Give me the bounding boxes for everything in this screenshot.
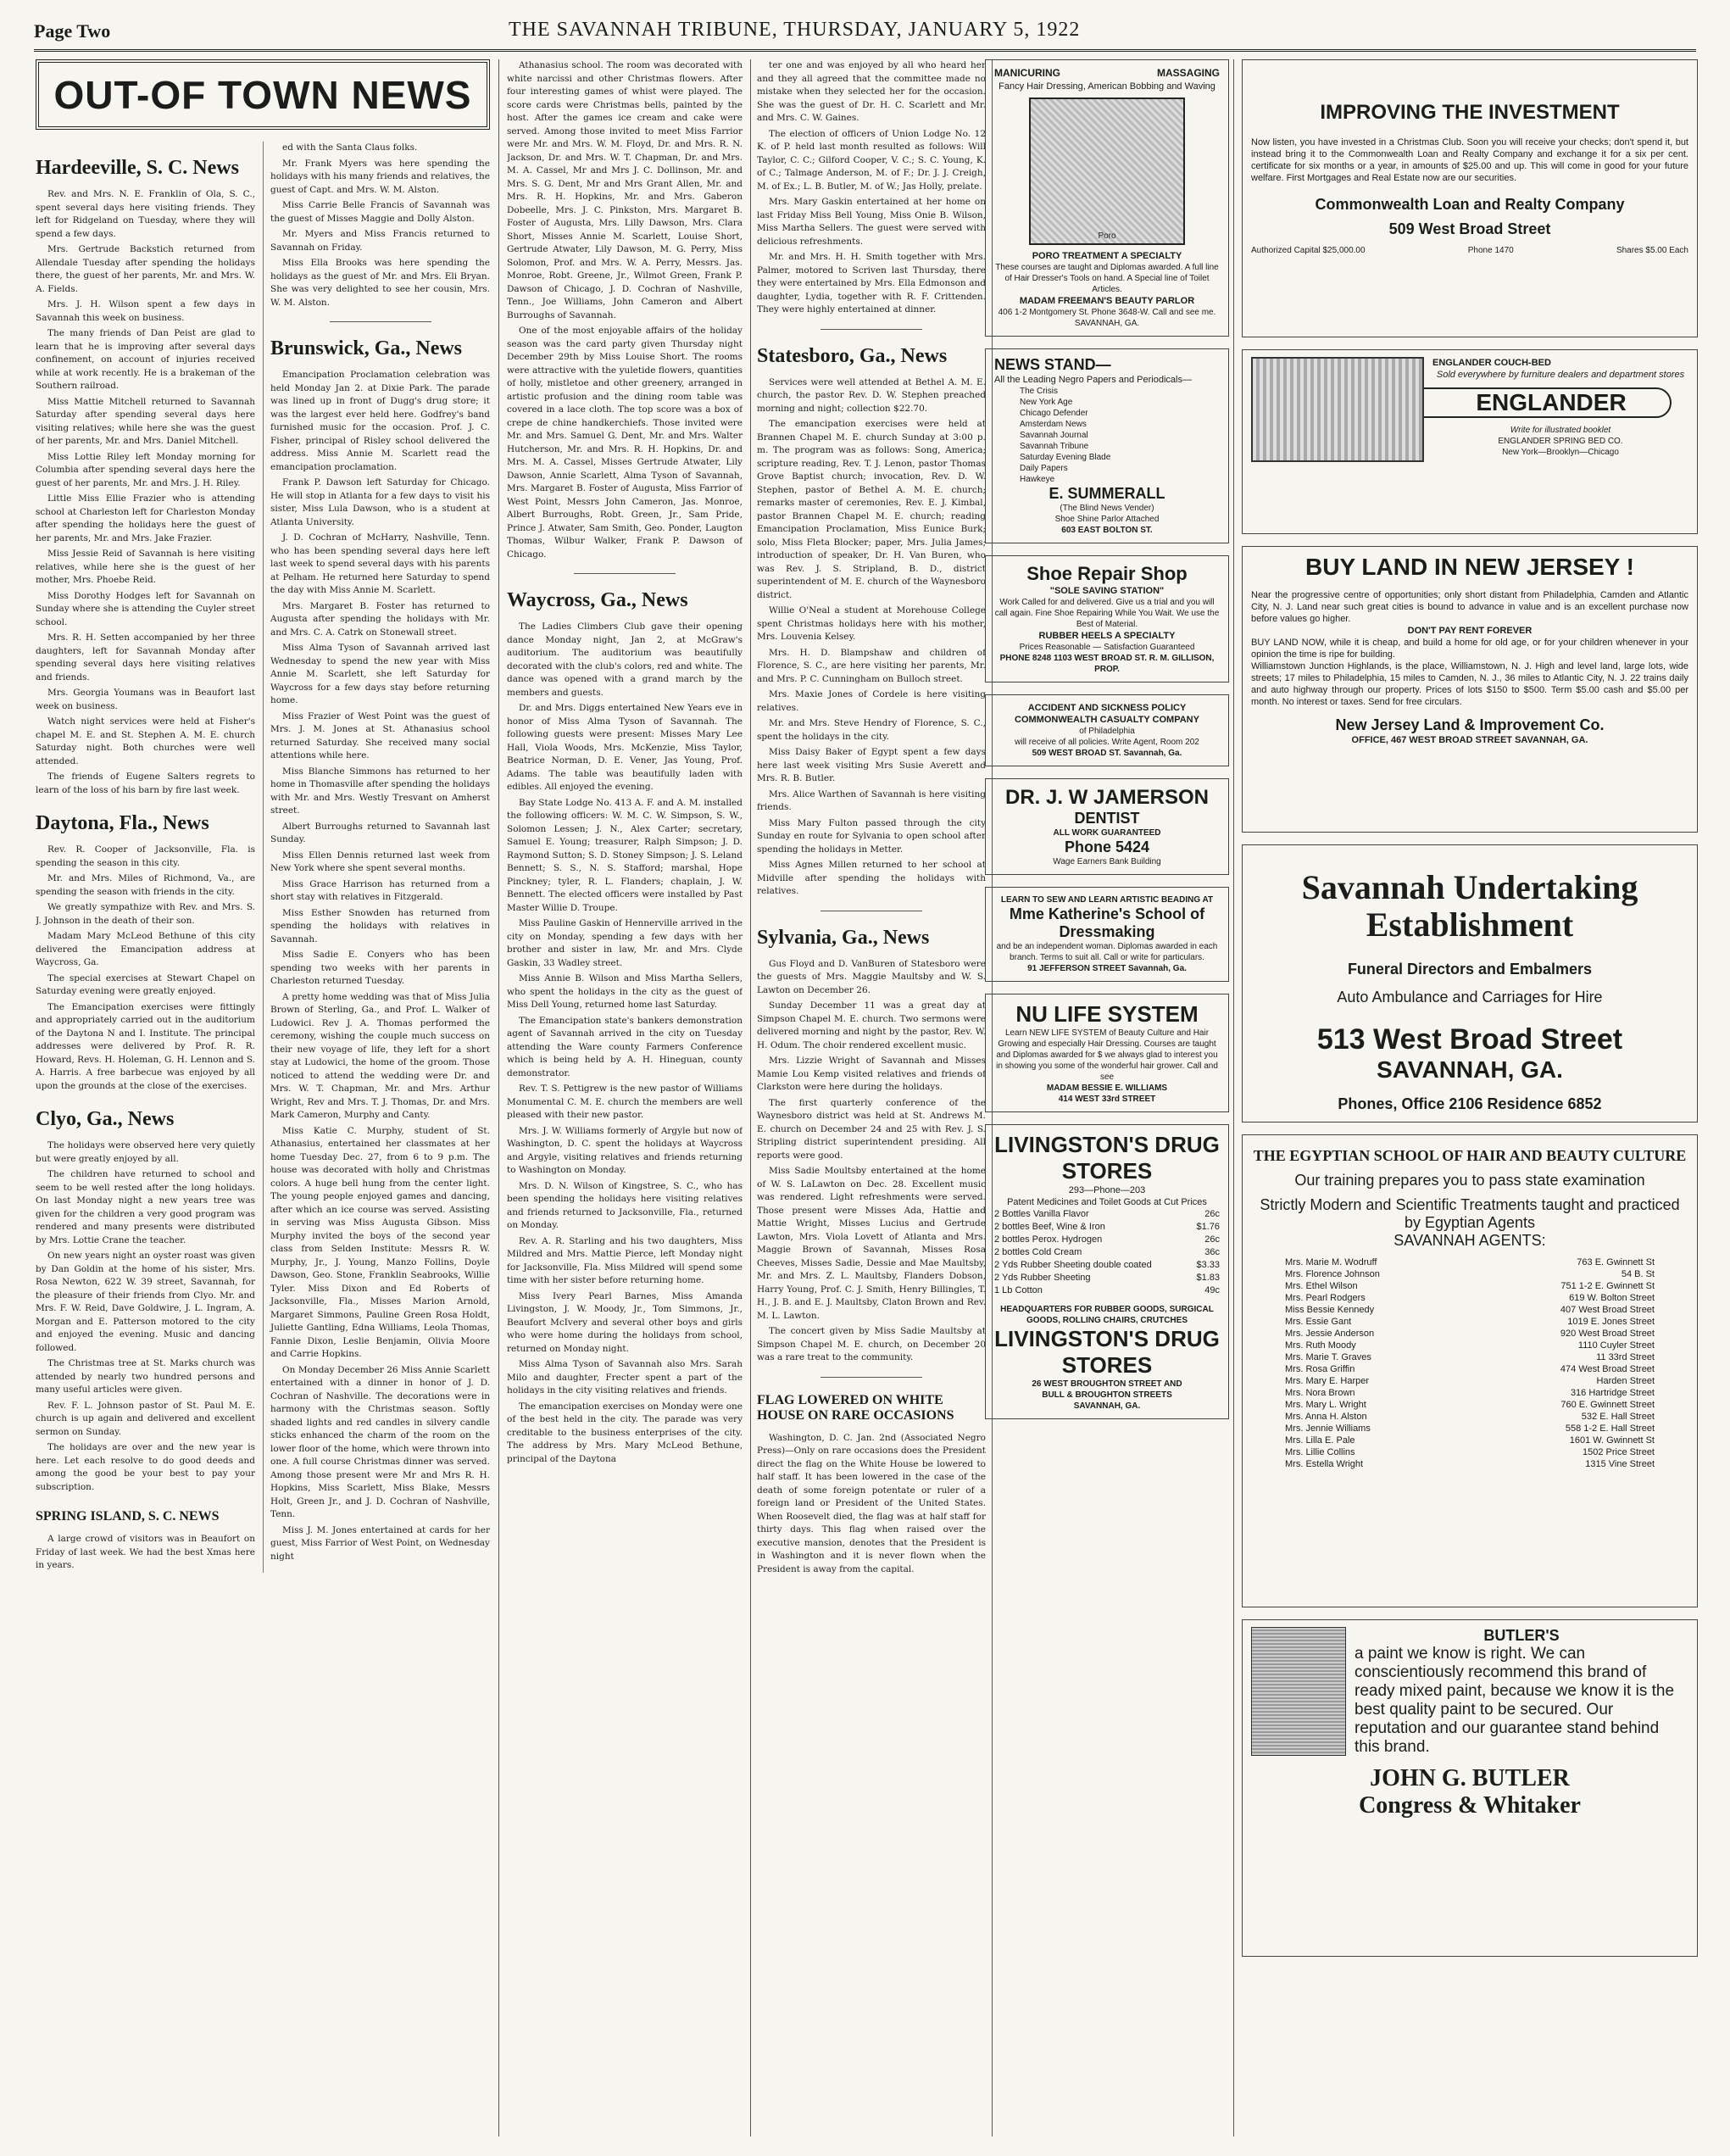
agent-address: 1019 E. Jones Street bbox=[1567, 1317, 1655, 1327]
ad-address: 509 West Broad Street bbox=[1388, 220, 1551, 237]
paragraph: Mrs. D. N. Wilson of Kingstree, S. C., who has been spending the holidays here visiting relatives and friends returned to Jacksonville, Fla., returned on Monday. bbox=[507, 1180, 743, 1230]
paragraph: The concert given by Miss Sadie Maultsby at Simpson Chapel M. E. church, on December 20 was a rare treat to the community. bbox=[757, 1326, 986, 1362]
ad-line: PORO TREATMENT A SPECIALTY bbox=[1032, 250, 1182, 261]
agent-row bbox=[1285, 1375, 1655, 1387]
paragraph: ter one and was enjoyed by all who heard her and they all agreed that the committee made no mistake when they selected her for the occasion. She was the guest of Dr. H. C. Scarlett and Mr. and Mrs. C. W. Gaines. bbox=[757, 60, 986, 123]
paragraph: Mrs. J. W. Williams formerly of Argyle but now of Washington, D. C. spent the holidays at Waycross and Argyle, visiting relatives and friends returning to Washington on Monday. bbox=[507, 1125, 743, 1175]
agent-address: 1315 Vine Street bbox=[1585, 1459, 1655, 1469]
ad-title: ENGLANDER COUCH-BED bbox=[1432, 358, 1551, 368]
ad-title: THE EGYPTIAN SCHOOL OF HAIR AND BEAUTY CULTURE bbox=[1253, 1147, 1687, 1164]
ad-line: These courses are taught and Diplomas awarded. A full line of Hair Dresser's Tools on hand. A Special line of Toilet Articles. bbox=[995, 262, 1219, 294]
agent-name: Mrs. Pearl Rodgers bbox=[1285, 1293, 1366, 1303]
list-item: Amsterdam News bbox=[1020, 419, 1087, 429]
paragraph: One of the most enjoyable affairs of the holiday season was the card party given Thursday night December 29th by Miss Louise Short. The rooms were attractive with the yuletide flowers, quantities of holly, mistletoe and other greenery, arranged in artistic profusion and the dining room table was covered in a lace cloth. The top score was a box of crepe de chine handkerchiefs. Those invited were Mr. and Mrs. Samuel G. Dent, Mr. and Mrs. Walter Hutcherson, Mr. and Mrs. R. H. Hopkins, Dr. and Mrs. M. A. Cassel, Misses Gertrude Atwater, Lily Dawson, Annie Scarlett, Alma Tyson of Savannah, Mrs. Margaret B. Foster of Augusta, Miss Farrior of West Point, Messrs John Cameron, Jas. Monroe, Albert Burroughs, Robt. Green, Jr., Sam Pride, Prince J. Atwater, Sam Smith, Geo. Ponder, Laugton Thomas, Wilbur Walker, Frank P. Dawson of Chicago. bbox=[507, 326, 743, 560]
ad-subtitle: Fancy Hair Dressing, American Bobbing and Waving bbox=[999, 81, 1215, 92]
ad-line: (The Blind News Vender) bbox=[1060, 503, 1154, 513]
agent-name: Mrs. Mary L. Wright bbox=[1285, 1400, 1366, 1410]
paragraph: Athanasius school. The room was decorated with white narcissi and other Christmas flowers. After four interesting games of whist were played. The score cards were Christmas bells, painted by the host. After the games ice cream and cake were served. Among those invited to meet Miss Farrior were Mr. and Mrs. W. M. Floyd, Dr. and Mrs. R. N. Jackson, Dr. and Mrs. W. T. Chapman, Dr. and Mrs. M. A. Cassel, Mr and Mrs J. C. Dollinson, Mr. and Mrs. S. G. Dent, Mr and Mrs Grant Allen, Mr. and Mrs. R. H. Hopkins, Mr. and Mrs. Gaberon Dobeelle, Mrs. J. C. Pinkston, Mrs. Margaret B. Foster of Augusta, Mrs. Lilly Dawson, Mrs. Clara Short, Misses Annie M. Scarlett, Louise Short, Gertrude Atwater, Lily Dawson, M. G. Perry, Miss Solomon, Prof. and Mrs. W. A. Perry, Messrs. Jas. Monroe, Robt. Greene, Jr., Wilmot Green, Frank P. Dawson of Chicago, J. D. Cochran of Nashville, Tenn., Joe Williams, John Cameron and Albert Burroughs of Savannah. bbox=[507, 60, 743, 320]
agent-name: Mrs. Jennie Williams bbox=[1285, 1423, 1371, 1434]
paragraph: On new years night an oyster roast was given by Dan Goldin at the home of his sister, Mrs. Rosa Newton, 622 W. 39 street, Savannah, for the pleasure of their friends from Clyo. Mr. and Mrs. F. W. Reid, Dave Goldwire, J. L. Ingram, A. Morgan and E. Patterson motored to the city and enjoyed the evening. Music and dancing followed. bbox=[36, 1251, 255, 1353]
ad-line: HEADQUARTERS FOR RUBBER GOODS, SURGICAL GOODS, ROLLING CHAIRS, CRUTCHES bbox=[1000, 1304, 1214, 1325]
list-item: Savannah Tribune bbox=[1020, 441, 1089, 451]
paragraph: Miss Agnes Millen returned to her school at Midville after spending the holidays with relatives. bbox=[757, 860, 986, 896]
ad-title: IMPROVING THE INVESTMENT bbox=[1320, 101, 1620, 124]
ad-address: PHONE 8248 1103 WEST BROAD ST. R. M. GILLISON, PROP. bbox=[999, 653, 1215, 674]
ad-address: New York—Brooklyn—Chicago bbox=[1502, 448, 1619, 457]
ad-address: 414 WEST 33rd STREET bbox=[1058, 1094, 1156, 1104]
agent-address: 558 1-2 E. Hall Street bbox=[1565, 1423, 1655, 1434]
ad-phone: 293—Phone—203 bbox=[1068, 1184, 1146, 1195]
paragraph: Rev. A. R. Starling and his two daughters, Miss Mildred and Mrs. Mattie Pierce, left Monday night for Jacksonville, Fla. Miss Mildred will spend some time with her sister before returning home. bbox=[507, 1235, 743, 1285]
news-stand-ad bbox=[985, 348, 1229, 543]
price-row bbox=[994, 1208, 1220, 1221]
paragraph: Mrs. Maxie Jones of Cordele is here visiting relatives. bbox=[757, 689, 986, 713]
paragraph: Mrs. Lizzie Wright of Savannah and Misses Mamie Lou Kemp visited relatives and friends of Clarkston were here during the holidays. bbox=[757, 1056, 986, 1092]
ad-name: E. SUMMERALL bbox=[1049, 484, 1165, 502]
paragraph: Willie O'Neal a student at Morehouse College spent Christmas holidays here with his mother, Mrs. Louvenia Kelsey. bbox=[757, 605, 986, 642]
agent-name: Miss Bessie Kennedy bbox=[1285, 1305, 1375, 1315]
agents-list bbox=[1251, 1250, 1688, 1477]
paragraph: Services were well attended at Bethel A. M. E. church, the pastor Rev. D. W. Stephen preached morning and night; collection $22.70. bbox=[757, 376, 986, 414]
agent-name: Mrs. Lilla E. Pale bbox=[1285, 1435, 1355, 1446]
paragraph: Mrs. H. D. Blampshaw and children of Florence, S. C., are here visiting her parents, Mr. and Mrs. P. C. Cunningham on Bulloch street. bbox=[757, 647, 986, 684]
ad-phone: Phone 1470 bbox=[1467, 246, 1514, 255]
agent-address: 407 West Broad Street bbox=[1560, 1305, 1655, 1315]
ad-line: Williamstown Junction Highlands, is the place, Williamstown, N. J. High and level land, large lots, wide streets; 17 miles to Philadelphia, 15 miles to Camden, N. J., 36 miles to Atlantic City, N. J. 22 trains daily and auto highway through our property. Prices of lots $150 to $500. Term $5.00 cash and $5.00 per month. No interest or taxes. Send for free circulars. bbox=[1251, 661, 1688, 707]
paragraph: J. D. Cochran of McHarry, Nashville, Tenn. who has been spending several days here left last week to spend several days with his parents at Pelham. He returned here Saturday to spend the day with Miss Annie M. Scarlett. bbox=[270, 532, 490, 595]
ad-line: 406 1-2 Montgomery St. Phone 3648-W. Call and see me. SAVANNAH, GA. bbox=[998, 307, 1216, 328]
price-row bbox=[994, 1259, 1220, 1272]
agent-address: 11 33rd Street bbox=[1596, 1352, 1655, 1362]
agent-row bbox=[1285, 1435, 1655, 1446]
agent-name: Mrs. Marie T. Graves bbox=[1285, 1352, 1371, 1362]
list-item: Daily Papers bbox=[1020, 463, 1068, 473]
column-rule bbox=[1233, 59, 1234, 2137]
section-banner: OUT-OF TOWN NEWS bbox=[36, 59, 490, 130]
ad-address: 513 West Broad Street bbox=[1316, 1023, 1623, 1056]
paragraph: Mrs. Mary Gaskin entertained at her home on last Friday Miss Bell Young, Miss Onie B. Wilson, Miss Martha Sellers. The guest were served with delicious refreshments. bbox=[757, 197, 986, 247]
paragraph: The Emancipation state's bankers demonstration agent of Savannah arrived in the city on Tuesday attending the Ware county Farmers Conference which is being held by A. H. Hineguan, county demonstrator. bbox=[507, 1015, 743, 1078]
ad-address: 509 WEST BROAD ST. Savannah, Ga. bbox=[1032, 748, 1182, 758]
ad-line: Our training prepares you to pass state examination bbox=[1294, 1172, 1645, 1189]
ad-title: BUY LAND IN NEW JERSEY ! bbox=[1305, 554, 1634, 580]
paragraph: Miss Sadie Moultsby entertained at the home of W. S. LaLawton on Dec. 28. Excellent music was rendered. Light refreshments were served. Those present were Misses Ada, Hattie and Mattie Wright, Misses Lucius and Gertrude Lawton, Mrs. Viola Lovett of Atlanta and Mrs. Maggie Brown of Savannah, Misses Rosa Cheeves, Misses Sadie, Dessie and Mae Maultsby, Mr. and Mrs. Z. L. Maultsby, Flanders Dobson, Harry Young, Prof. C. J. Smith, Henry Billingles, T. H., J. B. and E. J. Maultsby, Claton Brown and Rev. M. L. Lawton. bbox=[757, 1166, 986, 1321]
agent-row bbox=[1285, 1458, 1655, 1470]
ad-address: 603 EAST BOLTON ST. bbox=[1061, 525, 1153, 535]
agent-address: 619 W. Bolton Street bbox=[1569, 1293, 1655, 1303]
paragraph: Rev. R. Cooper of Jacksonville, Fla. is spending the season in this city. bbox=[36, 844, 255, 868]
list-item: New York Age bbox=[1020, 397, 1073, 407]
column-5-ads bbox=[985, 59, 1229, 2141]
ad-line: Sold everywhere by furniture dealers and department stores bbox=[1436, 370, 1685, 380]
agent-address: 763 E. Gwinnett St bbox=[1577, 1257, 1655, 1267]
ad-line: and be an independent woman. Diplomas awarded in each branch. Terms to suit all. Call or write for particulars. bbox=[996, 941, 1218, 962]
agent-row bbox=[1285, 1316, 1655, 1328]
paragraph: Miss Annie B. Wilson and Miss Martha Sellers, who spent the holidays in the city as the guest of Miss Dell Young, returned home last Saturday. bbox=[507, 973, 743, 1010]
ad-line: DENTIST bbox=[1074, 809, 1140, 827]
paragraph: Frank P. Dawson left Saturday for Chicago. He will stop in Atlanta for a few days to visit his sister, Miss Lula Dawson, who is a student at Atlanta University. bbox=[270, 477, 490, 527]
egyptian-school-ad bbox=[1242, 1134, 1698, 1607]
paragraph: A pretty home wedding was that of Miss Julia Brown of Sterling, Ga., and Prof. L. Walker of Ludowici. Rev J. A. Thomas performed the ceremony, wishing the couple much success on their new voyage of life, they left for a short stay at Ludowici, the home of the groom. Those noticed to attend the wedding were Dr. and Mrs. W. T. Chapman, Mr. and Mrs. Arthur Wright, Rev and Mrs. T. J. Thomas, Dr. and Mrs. Mark Cameron, Murphy and Canty. bbox=[270, 991, 490, 1120]
paragraph: Rev. T. S. Pettigrew is the new pastor of Williams Monumental C. M. E. church the members are well pleased with their new pastor. bbox=[507, 1084, 743, 1120]
item-price: 26c bbox=[1204, 1208, 1220, 1219]
ad-line: Strictly Modern and Scientific Treatments taught and practiced by Egyptian Agents bbox=[1260, 1196, 1680, 1231]
list-item: Chicago Defender bbox=[1020, 408, 1088, 418]
paragraph: Mr. and Mrs. Steve Hendry of Florence, S. C., spent the holidays in the city. bbox=[757, 718, 986, 742]
story-headline: Statesboro, Ga., News bbox=[757, 344, 948, 367]
list-item: Saturday Evening Blade bbox=[1020, 452, 1111, 462]
paragraph: Albert Burroughs returned to Savannah last Sunday. bbox=[270, 821, 490, 844]
accident-insurance-ad bbox=[985, 694, 1229, 766]
house-paint-illustration-icon bbox=[1251, 1627, 1346, 1756]
story-headline: Waycross, Ga., News bbox=[507, 589, 688, 611]
agent-row bbox=[1285, 1411, 1655, 1423]
paragraph: Little Miss Ellie Frazier who is attending school at Charleston left for Charleston Monday after spending the holidays here the guest of her parents, Mr. and Mrs. Jake Frazier. bbox=[36, 493, 255, 543]
ad-line: Auto Ambulance and Carriages for Hire bbox=[1337, 989, 1603, 1006]
paragraph: Miss Jessie Reid of Savannah is here visiting relatives, while here she is the guest of her mother, Mrs. Phoebe Reid. bbox=[36, 549, 255, 585]
paragraph: Mr. Frank Myers was here spending the holidays with his many friends and relatives, the guest of Capt. and Mrs. W. M. Alston. bbox=[270, 158, 490, 195]
ad-line: Learn NEW LIFE SYSTEM of Beauty Culture and Hair Growing and especially Hair Dressing. Courses are taught and Diplomas awarded for $ we always glad to interest you in showing you some of the wonderful hair grower. Call and see bbox=[996, 1028, 1218, 1082]
ad-company: ENGLANDER SPRING BED CO. bbox=[1498, 437, 1623, 446]
paragraph: Miss Alma Tyson of Savannah also Mrs. Sarah Milo and daughter, Frecter spent a part of the holidays in the city visiting relatives and friends. bbox=[507, 1359, 743, 1396]
ad-address: Congress & Whitaker bbox=[1359, 1792, 1581, 1819]
agent-name: Mrs. Nora Brown bbox=[1285, 1388, 1355, 1398]
paragraph: Miss Mary Fulton passed through the city Sunday en route for Sylvania to open school after spending the holidays in Metter. bbox=[757, 817, 986, 855]
paragraph: The many friends of Dan Peist are glad to learn that he is improving after several days confinement, on account of injuries received while at work recently. He is a brakeman of the Southern railroad. bbox=[36, 328, 255, 391]
ad-address: 26 WEST BROUGHTON STREET AND bbox=[1032, 1379, 1182, 1389]
paragraph: Miss Alma Tyson of Savannah arrived last Wednesday to spend the new year with Miss Annie M. Scarlett, she left Saturday for Waycross for a few days stay before returning home. bbox=[270, 643, 490, 705]
paper-date-line: THE SAVANNAH TRIBUNE, THURSDAY, JANUARY 5, 1922 bbox=[509, 19, 1081, 41]
dressmaking-ad bbox=[985, 887, 1229, 982]
ad-name: MADAM BESSIE E. WILLIAMS bbox=[1046, 1083, 1168, 1093]
agent-row bbox=[1285, 1256, 1655, 1268]
paragraph: Rev. and Mrs. N. E. Franklin of Ola, S. C., spent several days here visiting friends. They left for Ridgeland on Tuesday, where they will spend a few days. bbox=[36, 189, 255, 239]
paragraph: The special exercises at Stewart Chapel on Saturday evening were greatly enjoyed. bbox=[36, 972, 255, 996]
paragraph: Mrs. Margaret B. Foster has returned to Augusta after spending the holidays with Mr. and Mrs. C. A. Catrk on Stonewall street. bbox=[270, 600, 490, 638]
agent-name: Mrs. Rosa Griffin bbox=[1285, 1364, 1355, 1374]
item-name: 2 Yds Rubber Sheeting bbox=[994, 1272, 1091, 1283]
paragraph: Miss Lottie Riley left Monday morning for Columbia after spending several days here the guest of her parents, Mr. and Mrs. J. H. Riley. bbox=[36, 451, 255, 488]
agent-row bbox=[1285, 1399, 1655, 1411]
nu-life-ad bbox=[985, 994, 1229, 1112]
paragraph: Mr. and Mrs. Miles of Richmond, Va., are spending the season with friends in the city. bbox=[36, 873, 255, 897]
ad-line: Prices Reasonable — Satisfaction Guaranteed bbox=[1019, 642, 1195, 652]
price-row bbox=[994, 1221, 1220, 1234]
ad-line: SAVANNAH AGENTS: bbox=[1393, 1232, 1546, 1249]
paragraph: The children have returned to school and seem to be well rested after the long holidays. On last Monday night a new years tree was given for the children a very good program was rendered and many presents were distributed by Mrs. Lottie Crane the teacher. bbox=[36, 1169, 255, 1245]
agent-row bbox=[1285, 1340, 1655, 1351]
paragraph: Mrs. J. H. Wilson spent a few days in Savannah this week on business. bbox=[36, 299, 255, 323]
shoe-repair-ad bbox=[985, 555, 1229, 682]
agent-address: 760 E. Gwinnett Street bbox=[1560, 1400, 1655, 1410]
paragraph: Washington, D. C. Jan. 2nd (Associated Negro Press)—Only on rare occasions does the President direct the flag on the White House be lowered to half staff. It has been lowered in the case of the death of some foreign potentate or ruler of a foreign land or President of the United States. When Roosevelt died, the flag was at half staff for thirty days. This flag when raised over the executive mansion, denotes that the President is in Washington and it is never flown when the President is away from the capital. bbox=[757, 1432, 986, 1574]
paragraph: Miss Blanche Simmons has returned to her home in Thomasville after spending the holidays with Mr. and Mrs. Westly Tresvant on Amherst street. bbox=[270, 766, 490, 816]
agent-name: Mrs. Lillie Collins bbox=[1285, 1447, 1355, 1457]
paragraph: Dr. and Mrs. Diggs entertained New Years eve in honor of Miss Alma Tyson of Savannah. The following guests were present: Misses Mary Lee Hall, Viola Woods, Mrs. McKenzie, Miss Taylor, Beatrice Norman, D. E. Vener, Jas Young, Prof. Adams. The table was beautifully laden with edibles. All enjoyed the evening. bbox=[507, 703, 743, 792]
agent-name: Mrs. Marie M. Wodruff bbox=[1285, 1257, 1377, 1267]
item-price: 26c bbox=[1204, 1234, 1220, 1245]
ad-line: Write for illustrated booklet bbox=[1510, 426, 1611, 435]
ad-title: LIVINGSTON'S DRUG STORES bbox=[994, 1325, 1220, 1378]
paragraph: ed with the Santa Claus folks. bbox=[282, 142, 418, 153]
agent-name: Mrs. Florence Johnson bbox=[1285, 1269, 1380, 1279]
item-price: 49c bbox=[1204, 1284, 1220, 1295]
ad-line: BUY LAND NOW, while it is cheap, and build a home for old age, or for your children whenever in your opinion the time is ripe for building. bbox=[1251, 638, 1688, 660]
column-4 bbox=[757, 59, 986, 2141]
ad-line: All the Leading Negro Papers and Periodicals— bbox=[994, 374, 1192, 385]
list-item: Hawkeye bbox=[1020, 474, 1055, 484]
agent-row bbox=[1285, 1446, 1655, 1458]
paragraph: Mrs. Gertrude Backstich returned from Allendale Tuesday after spending the holidays there, the guest of her parents, Mr. and Mrs. W. A. Fields. bbox=[36, 244, 255, 294]
new-jersey-land-ad bbox=[1242, 546, 1698, 833]
item-price: 36c bbox=[1204, 1246, 1220, 1257]
price-row bbox=[994, 1272, 1220, 1284]
ad-line: of Philadelphia bbox=[1079, 726, 1135, 736]
agent-row bbox=[1285, 1363, 1655, 1375]
agent-row bbox=[1285, 1292, 1655, 1304]
ad-line: ALL WORK GUARANTEED bbox=[1053, 827, 1161, 838]
paragraph: Mr. Myers and Miss Francis returned to Savannah on Friday. bbox=[270, 229, 490, 253]
column-3 bbox=[507, 59, 743, 2141]
agent-address: Harden Street bbox=[1596, 1376, 1655, 1386]
divider bbox=[820, 1377, 922, 1378]
story-headline: Brunswick, Ga., News bbox=[270, 337, 463, 359]
divider bbox=[330, 321, 431, 322]
ad-address: OFFICE, 467 WEST BROAD STREET SAVANNAH, GA. bbox=[1351, 735, 1588, 745]
paragraph: Miss Esther Snowden has returned from spending the holidays with relatives in Savannah. bbox=[270, 907, 490, 944]
ad-title: Mme Katherine's School of Dressmaking bbox=[1009, 905, 1205, 940]
logo-caption: Poro bbox=[1098, 231, 1116, 241]
ad-company: Commonwealth Loan and Realty Company bbox=[1315, 196, 1625, 213]
story-headline: Sylvania, Ga., News bbox=[757, 926, 930, 949]
agent-name: Mrs. Jessie Anderson bbox=[1285, 1329, 1375, 1339]
agent-address: 1502 Price Street bbox=[1583, 1447, 1655, 1457]
story-headline: Clyo, Ga., News bbox=[36, 1108, 175, 1130]
paragraph: The Christmas tree at St. Marks church was attended by nearly two hundred persons and many useful articles were given. bbox=[36, 1358, 255, 1395]
paragraph: Miss Daisy Baker of Egypt spent a few days here last week visiting Mrs Susie Averett and Mrs. R. B. Butler. bbox=[757, 747, 986, 783]
undertaking-ad bbox=[1242, 844, 1698, 1123]
paragraph: On Monday December 26 Miss Annie Scarlett entertained with a dinner in honor of J. D. Cochran of Nashville. The decorations were in harmony with the Christmas season. Softly shaded lights and red candles in silvery candle sticks enhanced the charm of the room on the lower floor of the home, which were thrown into one. A full course Christmas dinner was served. Among those present were Mr and Mrs R. H. Hopkins, Miss Scarlett, Miss Blake, Messrs Holt, Green Jr., and J. D. Cochran of Nashville, Tenn. bbox=[270, 1364, 490, 1519]
manicuring-ad bbox=[985, 59, 1229, 337]
agent-row bbox=[1285, 1328, 1655, 1340]
agent-row bbox=[1285, 1280, 1655, 1292]
agent-name: Mrs. Anna H. Alston bbox=[1285, 1412, 1367, 1422]
item-price: $3.33 bbox=[1196, 1259, 1220, 1270]
page-label: Page Two bbox=[34, 20, 111, 42]
column-rule bbox=[498, 59, 499, 2137]
item-name: 2 Bottles Vanilla Flavor bbox=[994, 1208, 1089, 1219]
ad-name: JOHN G. BUTLER bbox=[1370, 1765, 1570, 1791]
story-headline: FLAG LOWERED ON WHITE HOUSE ON RARE OCCASIONS bbox=[757, 1392, 954, 1423]
ad-line: RUBBER HEELS A SPECIALTY bbox=[1038, 630, 1176, 641]
masthead bbox=[34, 15, 1696, 52]
agent-row bbox=[1285, 1423, 1655, 1435]
ad-line: Shares $5.00 Each bbox=[1616, 246, 1688, 255]
ad-line: DON'T PAY RENT FOREVER bbox=[1407, 626, 1533, 636]
ad-line: "SOLE SAVING STATION" bbox=[1049, 585, 1165, 596]
agent-address: 1601 W. Gwinnett St bbox=[1569, 1435, 1655, 1446]
ad-company: New Jersey Land & Improvement Co. bbox=[1335, 716, 1605, 733]
item-price: $1.83 bbox=[1196, 1272, 1220, 1283]
ad-phone: Phone 5424 bbox=[1064, 838, 1150, 855]
paragraph: Mrs. Alice Warthen of Savannah is here visiting friends. bbox=[757, 788, 986, 812]
story-headline: SPRING ISLAND, S. C. NEWS bbox=[36, 1509, 220, 1524]
paragraph: Emancipation Proclamation celebration was held Monday Jan 2. at Dixie Park. The parade was lined up in front of Dugg's drug store; it was the largest ever held here. Godfrey's band furnished music for the occasion. Prof. J. C. Fisher, principal of Risley school delivered the address. Miss Annie M. Scarlett read the emancipation proclamation. bbox=[270, 370, 490, 472]
ad-line: Work Called for and delivered. Give us a trial and you will call again. Fine Shoe Repairing While You Wait. We use the Best of Material. bbox=[994, 597, 1220, 629]
agent-address: 751 1-2 E. Gwinnett St bbox=[1560, 1281, 1655, 1291]
paragraph: The Ladies Climbers Club gave their opening dance Monday night, Jan 2, at McGraw's auditorium. The auditorium was beautifully decorated with the club's colors, red and white. The dance was opened with a grand march by the members and guests. bbox=[507, 621, 743, 698]
ad-address: SAVANNAH, GA. bbox=[1377, 1056, 1563, 1083]
ad-line: a paint we know is right. We can conscientiously recommend this brand of ready mixed paint, because we know it is the best quality paint to be secured. Our reputation and our guarantee stand behind this brand. bbox=[1355, 1645, 1675, 1756]
paragraph: The Emancipation exercises were fittingly and appropriately carried out in the auditorium of the Daytona N and I. Institute. The principal addresses were delivered by Prof. R. R. Howard, Revs. H. Holeman, G. H. Lennon and S. A. Harris. A free barbecue was enjoyed by all upon the grounds at the close of the exercises. bbox=[36, 1001, 255, 1091]
agent-name: Mrs. Estella Wright bbox=[1285, 1459, 1364, 1469]
paragraph: Miss Grace Harrison has returned from a short stay with relatives in Fitzgerald. bbox=[270, 878, 490, 902]
column-1 bbox=[36, 59, 490, 2141]
price-row bbox=[994, 1284, 1220, 1297]
ad-title: NEWS STAND— bbox=[994, 355, 1111, 373]
paragraph: Sunday December 11 was a great day at Simpson Chapel M. E. church. Two sermons were delivered morning and night by the pastor, Rev. W. H. Odum. The choir rendered excellent music. bbox=[757, 1000, 986, 1050]
paragraph: Miss Carrie Belle Francis of Savannah was the guest of Misses Maggie and Dolly Alston. bbox=[270, 200, 490, 224]
paragraph: The holidays were observed here very quietly but were greatly enjoyed by all. bbox=[36, 1140, 255, 1164]
item-name: 1 Lb Cotton bbox=[994, 1284, 1043, 1295]
ad-address: Wage Earners Bank Building bbox=[1053, 856, 1161, 866]
ad-line: Funeral Directors and Embalmers bbox=[1347, 961, 1593, 978]
paragraph: Miss Sadie E. Conyers who has been spending two weeks with her parents in Charleston returned Tuesday. bbox=[270, 950, 490, 986]
agent-name: Mrs. Ruth Moody bbox=[1285, 1340, 1356, 1351]
ad-line: LEARN TO SEW AND LEARN ARTISTIC BEADING AT bbox=[1000, 894, 1214, 905]
ad-address: BULL & BROUGHTON STREETS bbox=[1042, 1390, 1172, 1400]
paragraph: Bay State Lodge No. 413 A. F. and A. M. installed the following officers: W. M. C. W. Simpson, S. W., Solomon Lessen; J. N., Alex Carter; secretary, Samuel E. Young; treasurer, Ralph Simpson; J. D. Raymond Sutton; S. D. Stoney Simpson; J. S. Leland Bennett; S. S., N. S. Stafford; marshal, Hope Pinckney; tyler, R. L. Flanders; chaplain, J. W. Bennett. The elected officers were installed by Past Master Willie D. Troupe. bbox=[507, 797, 743, 913]
agent-address: 316 Hartridge Street bbox=[1570, 1388, 1655, 1398]
ad-title: LIVINGSTON'S DRUG STORES bbox=[994, 1131, 1220, 1184]
agent-row bbox=[1285, 1387, 1655, 1399]
paragraph: Miss Pauline Gaskin of Hennerville arrived in the city on Monday, spending a few days with her brother and sister in law, Mr. and Mrs. Clyde Gaskin, 33 Wadley street. bbox=[507, 918, 743, 968]
agent-row bbox=[1285, 1351, 1655, 1363]
paragraph: The holidays are over and the new year is here. Let each resolve to do good deeds and among the good be your best to pay your subscription. bbox=[36, 1442, 255, 1492]
livingston-drug-ad bbox=[985, 1124, 1229, 1419]
price-row bbox=[994, 1246, 1220, 1259]
ad-title: Savannah Undertaking Establishment bbox=[1301, 868, 1638, 944]
paragraph: Miss Ivery Pearl Barnes, Miss Amanda Livingston, J. W. Moody, Jr., Tom Simmons, Jr., Beaufort McIvery and several other boys and girls who were home during the holidays from school, returned on Monday night. bbox=[507, 1290, 743, 1354]
ad-title: NU LIFE SYSTEM bbox=[1015, 1000, 1199, 1027]
ad-line: Patent Medicines and Toilet Goods at Cut Prices bbox=[1007, 1196, 1207, 1207]
paragraph: Miss Frazier of West Point was the guest of Mrs. J. M. Jones at St. Athanasius school returned Saturday. She received many social attentions while here. bbox=[270, 710, 490, 760]
couch-illustration-icon bbox=[1251, 357, 1424, 462]
item-name: 2 Yds Rubber Sheeting double coated bbox=[994, 1259, 1152, 1270]
agent-row bbox=[1285, 1304, 1655, 1316]
ad-phone: Phones, Office 2106 Residence 6852 bbox=[1338, 1095, 1602, 1112]
ad-address: 91 JEFFERSON STREET Savannah, Ga. bbox=[1027, 963, 1187, 973]
story-headline: Hardeeville, S. C. News bbox=[36, 157, 239, 179]
ad-line: will receive of all policies. Write Agent, Room 202 bbox=[1015, 737, 1199, 747]
agent-name: Mrs. Essie Gant bbox=[1285, 1317, 1352, 1327]
paragraph: Miss Ella Brooks was here spending the holidays as the guest of Mr. and Mrs. Eli Bryan. She was very delighted to see her cousin, Mrs. W. M. Alston. bbox=[270, 258, 490, 308]
paragraph: Mrs. R. H. Setten accompanied by her three daughters, left for Savannah Monday after spending several days here visiting relatives and friends. bbox=[36, 632, 255, 682]
divider bbox=[574, 573, 676, 574]
column-6-ads bbox=[1242, 59, 1698, 2141]
dentist-ad bbox=[985, 778, 1229, 875]
paragraph: Miss Ellen Dennis returned last week from New York where she spent several months. bbox=[270, 850, 490, 873]
poro-logo-icon bbox=[1029, 97, 1185, 245]
paragraph: Mr. and Mrs. H. H. Smith together with Mrs. Palmer, motored to Scriven last Thursday, there they were entertained by Mrs. Ella Edmonson and daughter, Lydia, together with R. F. Crittenden. They were highly entertained at dinner. bbox=[757, 252, 986, 315]
agent-name: Mrs. Ethel Wilson bbox=[1285, 1281, 1358, 1291]
paragraph: Miss Dorothy Hodges left for Savannah on Sunday where she is attending the Cuyler street school. bbox=[36, 590, 255, 627]
item-name: 2 bottles Cold Cream bbox=[994, 1246, 1082, 1257]
item-name: 2 bottles Perox. Hydrogen bbox=[994, 1234, 1103, 1245]
ad-title: Shoe Repair Shop bbox=[1026, 562, 1188, 584]
paragraph: Gus Floyd and D. VanBuren of Statesboro were the guests of Mrs. Maggie Maultsby and W. S. Lawton on December 26. bbox=[757, 958, 986, 995]
ad-line: Now listen, you have invested in a Christmas Club. Soon you will receive your checks; don't spend it, but instead bring it to the Commonwealth Loan and Realty Company and exchange it for a six per cent. certificate for six months or a year, in amounts of $25.00 and up. This will come in good for your future welfare. First Mortgages and Real Estate now are our securities. bbox=[1251, 137, 1688, 183]
ad-line: Shoe Shine Parlor Attached bbox=[1054, 514, 1160, 524]
paragraph: Mrs. Georgia Youmans was in Beaufort last week on business. bbox=[36, 688, 255, 711]
butler-paint-ad bbox=[1242, 1619, 1698, 1957]
paragraph: Miss Mattie Mitchell returned to Savannah Saturday after spending several days here visiting relatives; while here she was the guest of her parents, Mr. and Mrs. Daniel Mitchell. bbox=[36, 396, 255, 446]
ad-title: MASSAGING bbox=[1156, 67, 1220, 79]
paragraph: We greatly sympathize with Rev. and Mrs. S. J. Johnson in the death of their son. bbox=[36, 902, 255, 926]
paragraph: The emancipation exercises on Monday were one of the best held in the city. The parade was very creditable to the business enterprises of the city. The address by Mrs. Mary McLeod Bethune, principal of the Daytona bbox=[507, 1401, 743, 1464]
paragraph: The first quarterly conference of the Waynesboro district was held at St. Andrews M. E. church on December 24 and 25 with Rev. J. S. Stripling district superintendent presiding. All reports were good. bbox=[757, 1097, 986, 1161]
divider bbox=[820, 329, 922, 330]
agent-address: 474 West Broad Street bbox=[1560, 1364, 1655, 1374]
paragraph: Watch night services were held at Fisher's chapel M. E. and St. Stephen A. M. E. church Saturday night. Both churches were well attended. bbox=[36, 716, 255, 766]
item-name: 2 bottles Beef, Wine & Iron bbox=[994, 1221, 1105, 1232]
paragraph: Miss J. M. Jones entertained at cards for her guest, Miss Farrior of West Point, on Wednesday night bbox=[270, 1524, 490, 1562]
ad-line: COMMONWEALTH CASUALTY COMPANY bbox=[1015, 714, 1199, 725]
list-item: Savannah Journal bbox=[1020, 430, 1088, 440]
ad-line: Authorized Capital $25,000.00 bbox=[1251, 246, 1366, 255]
story-headline: Daytona, Fla., News bbox=[36, 812, 209, 834]
agent-name: Mrs. Mary E. Harper bbox=[1285, 1376, 1370, 1386]
paragraph: Rev. F. L. Johnson pastor of St. Paul M. E. church is up again and delivered and excellent sermon on Sunday. bbox=[36, 1400, 255, 1437]
agent-address: 920 West Broad Street bbox=[1560, 1329, 1655, 1339]
paragraph: Madam Mary McLeod Bethune of this city delivered the Emancipation address at Waycross, Ga. bbox=[36, 931, 255, 967]
ad-line: Near the progressive centre of opportunities; only short distant from Philadelphia, Camden and Atlantic City, N. J. Land near such great cities is bound to advance in value and is an excellent purchase now before values go higher. bbox=[1251, 590, 1688, 624]
englander-ad bbox=[1242, 349, 1698, 534]
paragraph: The election of officers of Union Lodge No. 12 K. of P. held last month resulted as follows: Will Taylor, C. C.; Gilford Cooper, V. C.; S. C. Young, K. of C.; Talmage Anderson, M. of F.; Dr. J. J. Creigh, M. of Ex.; L. B. Butler, M. of W.; Jas Holly, prelate. bbox=[757, 128, 986, 192]
agent-address: 532 E. Hall Street bbox=[1581, 1412, 1655, 1422]
ad-title: ACCIDENT AND SICKNESS POLICY bbox=[1027, 702, 1187, 713]
column-rule bbox=[750, 59, 751, 2137]
ad-title: DR. J. W JAMERSON bbox=[1004, 785, 1210, 809]
item-price: $1.76 bbox=[1196, 1221, 1220, 1232]
paragraph: A large crowd of visitors was in Beaufort on Friday of last week. We had the best Xmas here in years. bbox=[36, 1534, 255, 1570]
list-item: The Crisis bbox=[1020, 386, 1059, 396]
investment-ad bbox=[1242, 59, 1698, 337]
paragraph: The friends of Eugene Salters regrets to learn of the loss of his barn by fire last week. bbox=[36, 772, 255, 795]
paragraph: Miss Katie C. Murphy, student of St. Athanasius, entertained her classmates at her home Tuesday Dec. 27, from 6 to 9 p.m. The house was decorated with holly and Christmas colors. A huge bell hung from the center light. The young people enjoyed games and dancing, after which an ice course was served. Assisting in serving was Miss Augusta Gibson. Miss Murphy invited the boys of the second year class from Selden Institute: Messrs R. W. Murphy, Jr., J. Young, Manzo Follins, Doyle Dawson, Geo. Stone, Franklin Seabrooks, Willie Tyler. Miss Dixon and Ed Roberts of Jacksonville, Fla., Misses Marion Arnold, Margaret Simmons, Pauline Green Rosa Holdt, Juliette Gantling, Edna Williams, Leola Thomas, Fannie Dixon, Leslie Benjamin, Olivia Moore and Carrie Hopkins. bbox=[270, 1125, 490, 1359]
englander-logo: ENGLANDER bbox=[1268, 387, 1672, 418]
paragraph: The emancipation exercises were held at Brannen Chapel M. E. church Sunday at 3:00 p. m. The program was as follows: Song, America; scripture reading, Rev. T. J. Lenon, pastor Thomas Grove Baptist church; invocation, Rev. D. W. Stephen, pastor of Bethel A. M. E. church; remarks master of ceremonies, Rev. E. J. Kimbal, pastor Brannen Chapel M. E. church; reading Emancipation Proclamation, Miss Eunice Burk; solo, Miss Fleta Blocker; paper, Mrs. Julia James; introduction of speaker, Dr. H. Van Buren, who was Rev. J. S. Stripland, B. D., district superintendent of M. E. church of the Waynesboro district. bbox=[757, 419, 986, 600]
agent-address: 1110 Cuyler Street bbox=[1577, 1340, 1655, 1351]
ad-address: SAVANNAH, GA. bbox=[1073, 1401, 1141, 1411]
ad-title: MANICURING bbox=[994, 67, 1060, 79]
ad-line: MADAM FREEMAN'S BEAUTY PARLOR bbox=[1019, 295, 1195, 306]
agent-address: 54 B. St bbox=[1621, 1269, 1655, 1279]
ad-title: BUTLER'S bbox=[1483, 1627, 1560, 1644]
periodicals-list bbox=[994, 386, 1220, 485]
price-row bbox=[994, 1234, 1220, 1246]
agent-row bbox=[1285, 1268, 1655, 1280]
